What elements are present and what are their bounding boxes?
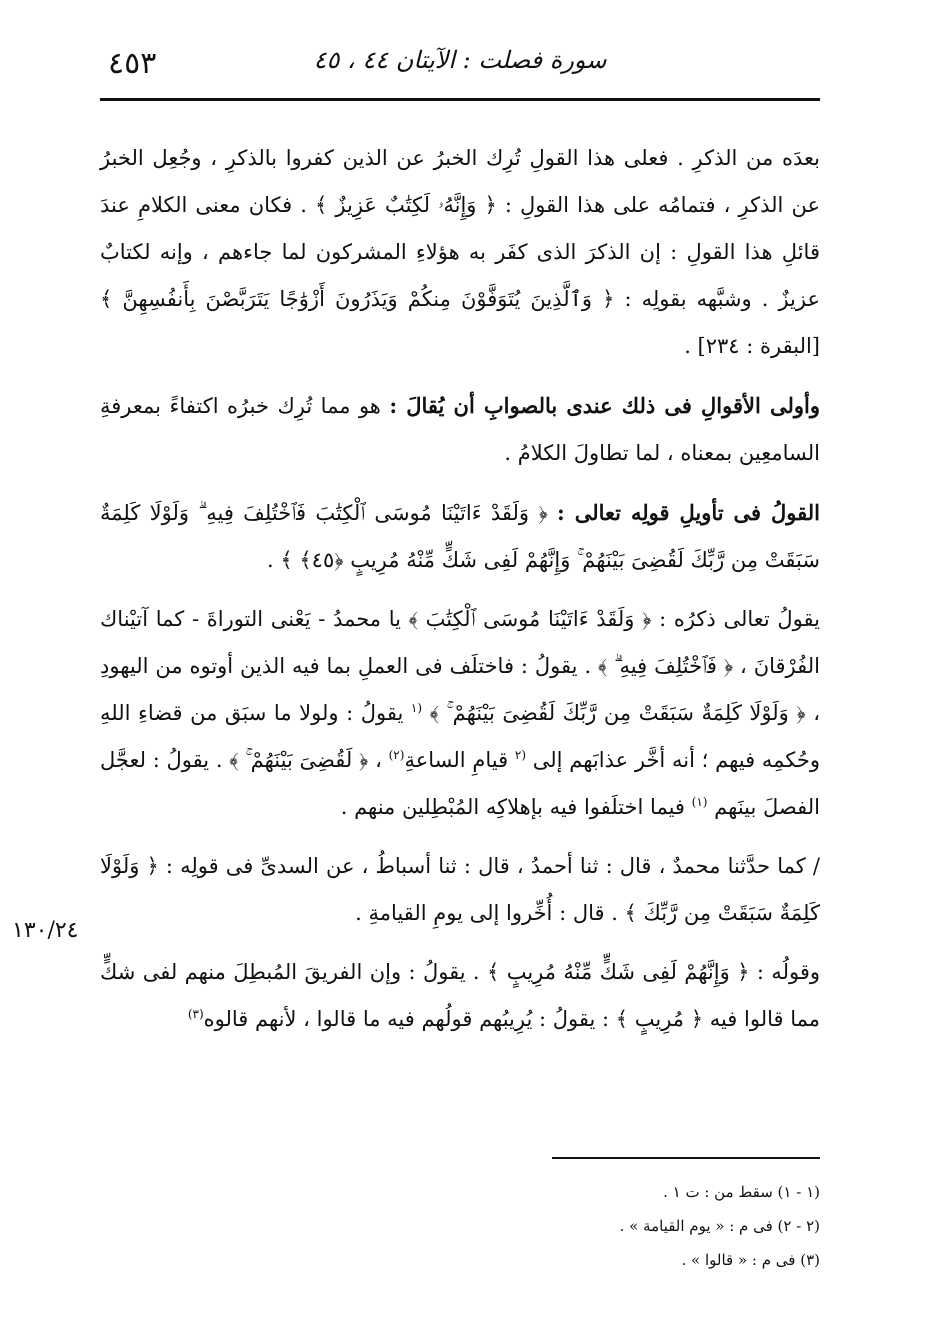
header-rule	[100, 98, 820, 101]
paragraph-5-text: / كما حدَّثنا محمدٌ ، قال : ثنا أحمدُ ، قال : ثنا أسباطُ ، عن السدىِّ فى قولِه : ﴿ وَلَوْلَا كَلِمَةٌ سَبَقَتْ مِن رَّبِّكَ ﴾ . قال : أُخِّروا إلى يومِ القيامةِ .	[100, 854, 820, 925]
footnotes	[100, 1175, 820, 1277]
paragraph-4	[100, 596, 820, 831]
paragraph-2-text: هو مما تُرِك خبرُه اكتفاءً بمعرفةِ السامعِين بمعناه ، لما تطاولَ الكلامُ .	[100, 394, 820, 465]
paragraph-4-text-c: قيامِ الساعةِ	[404, 748, 509, 772]
paragraph-3	[100, 489, 820, 584]
paragraph-4-text-b: يقولُ : ولولا ما سبَق من قضاءِ اللهِ وحُكمِه فيهم ؛ أنه أخَّر عذابَهم إلى	[100, 701, 820, 772]
footnote-1: (١ - ١) سقط من : ت ١ .	[663, 1183, 820, 1201]
paragraph-1-text: بعدَه من الذكرِ . فعلى هذا القولِ تُرِك الخبرُ عن الذين كفروا بالذكرِ ، وجُعِل الخبرُ عن الذكرِ ، فتمامُه على هذا القولِ : ﴿ وَإِنَّهُۥ لَكِتَٰبٌ عَزِيزٌ ﴾ . فكان معنى الكلامِ عندَ قائلِ هذا القولِ : إن الذكرَ الذى كفَر به هؤلاءِ المشركون لما جاءهم ، وإنه لكتابٌ عزيزٌ . وشبَّهه بقولِه : ﴿ وَٱلَّذِينَ يُتَوَفَّوْنَ مِنكُمْ وَيَذَرُونَ أَزْوَٰجًا يَتَرَبَّصْنَ بِأَنفُسِهِنَّ ﴾ [البقرة : ٢٣٤] .	[100, 146, 820, 358]
note-marker-1: (١	[410, 701, 423, 715]
paragraph-6	[100, 949, 820, 1043]
note-marker-1-end: (١)	[691, 795, 708, 809]
paragraph-1	[100, 135, 820, 370]
page-number: ٤٥٣	[108, 46, 157, 81]
note-marker-2-end: (٢)	[388, 748, 405, 762]
footnote-rule	[552, 1157, 820, 1159]
note-marker-3: (٣)	[187, 1007, 204, 1021]
main-text	[100, 135, 820, 1055]
footnote-3: (٣) فى م : « قالوا » .	[681, 1251, 820, 1269]
footnote-2: (٢ - ٢) فى م : « يوم القيامة » .	[619, 1217, 820, 1235]
running-title: سورة فصلت : الآيتان ٤٤ ، ٤٥	[313, 46, 607, 74]
paragraph-4-text-d: ، ﴿ لَقُضِىَ بَيْنَهُمْ ۚ ﴾ . يقولُ : لعجَّل الفصلَ بينَهم	[100, 748, 820, 819]
page-header	[100, 40, 820, 98]
note-marker-2: (٢	[514, 748, 526, 762]
paragraph-5	[100, 843, 820, 937]
paragraph-2-lead: وأولى الأقوالِ فى ذلك عندى بالصوابِ أن يُقالَ :	[389, 393, 820, 418]
paragraph-4-text-e: فيما اختلَفوا فيه بإهلاكِه المُبْطِلين منهم .	[340, 795, 685, 819]
paragraph-3-lead: القولُ فى تأويلِ قولِه تعالى :	[557, 500, 820, 525]
paragraph-6-text: وقولُه : ﴿ وَإِنَّهُمْ لَفِى شَكٍّ مِّنْهُ مُرِيبٍ ﴾ . يقولُ : وإن الفريقَ المُبطِلَ منهم لفى شكٍّ مما قالوا فيه ﴿ مُرِيبٍ ﴾ : يقولُ : يُرِيبُهم قولُهم فيه ما قالوا ، لأنهم قالوه	[100, 960, 820, 1031]
paragraph-4-text-a: يقولُ تعالى ذكرُه : ﴿ وَلَقَدْ ءَاتَيْنَا مُوسَى ٱلْكِتَٰبَ ﴾ يا محمدُ - يَعْنى التوراةَ - كما آتيْناك الفُرْقانَ ، ﴿ فَٱخْتُلِفَ فِيهِ ۗ ﴾ . يقولُ : فاختلَف فى العملِ بما فيه الذين أوتوه من اليهودِ ، ﴿ وَلَوْلَا كَلِمَةٌ سَبَقَتْ مِن رَّبِّكَ لَقُضِىَ بَيْنَهُمْ ۚ ﴾	[100, 607, 820, 725]
paragraph-2	[100, 382, 820, 477]
margin-reference: ١٣٠/٢٤	[12, 918, 79, 943]
paragraph-3-verse: ﴿ وَلَقَدْ ءَاتَيْنَا مُوسَى ٱلْكِتَٰبَ فَٱخْتُلِفَ فِيهِ ۗ وَلَوْلَا كَلِمَةٌ سَبَقَتْ مِن رَّبِّكَ لَقُضِىَ بَيْنَهُمْ ۚ وَإِنَّهُمْ لَفِى شَكٍّ مِّنْهُ مُرِيبٍ ﴿٤٥﴾ ﴾ .	[100, 501, 820, 572]
